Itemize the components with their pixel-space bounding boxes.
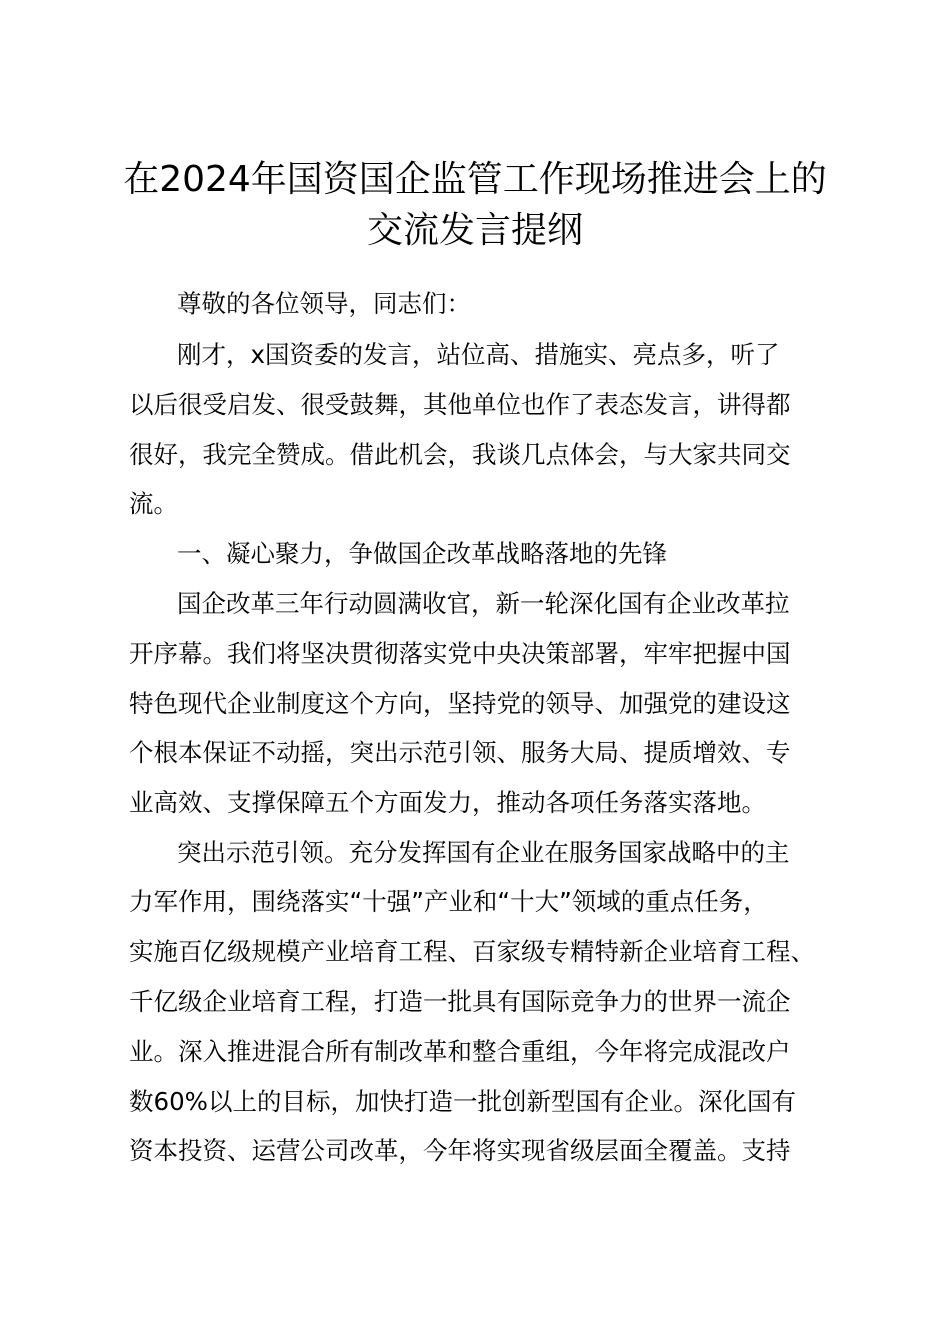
paragraph-line: 流。	[129, 489, 178, 518]
document-title-line-2: 交流发言提纲	[366, 210, 583, 251]
paragraph-line: 业。深入推进混合所有制改革和整合重组，今年将完成混改户	[129, 1037, 791, 1066]
paragraph-line: 国企改革三年行动圆满收官，新一轮深化国有企业改革拉	[177, 589, 790, 618]
paragraph-line: 业高效、支撑保障五个方面发力，推动各项任务落实落地。	[129, 788, 766, 817]
paragraph-line: 实施百亿级规模产业培育工程、百家级专精特新企业培育工程、	[129, 937, 815, 966]
paragraph-line: 资本投资、运营公司改革，今年将实现省级层面全覆盖。支持	[129, 1136, 791, 1165]
document-title-line-1: 在2024年国资国企监管工作现场推进会上的	[123, 159, 827, 200]
section-heading: 一、凝心聚力，争做国企改革战略落地的先锋	[177, 539, 667, 568]
salutation: 尊敬的各位领导，同志们：	[177, 289, 471, 318]
paragraph-line: 突出示范引领。充分发挥国有企业在服务国家战略中的主	[177, 838, 790, 867]
paragraph-line: 数60%以上的目标，加快打造一批创新型国有企业。深化国有	[129, 1087, 796, 1116]
paragraph-line: 开序幕。我们将坚决贯彻落实党中央决策部署，牢牢把握中国	[129, 639, 791, 668]
paragraph-line: 千亿级企业培育工程，打造一批具有国际竞争力的世界一流企	[129, 987, 791, 1016]
paragraph-line: 以后很受启发、很受鼓舞，其他单位也作了表态发言，讲得都	[129, 390, 791, 419]
paragraph-line: 力军作用，围绕落实“十强”产业和“十大”领域的重点任务，	[129, 887, 768, 916]
paragraph-line: 刚才，x国资委的发言，站位高、措施实、亮点多，听了	[177, 340, 780, 369]
paragraph-line: 个根本保证不动摇，突出示范引领、服务大局、提质增效、专	[129, 738, 791, 767]
paragraph-line: 特色现代企业制度这个方向，坚持党的领导、加强党的建设这	[129, 689, 791, 718]
paragraph-line: 很好，我完全赞成。借此机会，我谈几点体会，与大家共同交	[129, 440, 791, 469]
